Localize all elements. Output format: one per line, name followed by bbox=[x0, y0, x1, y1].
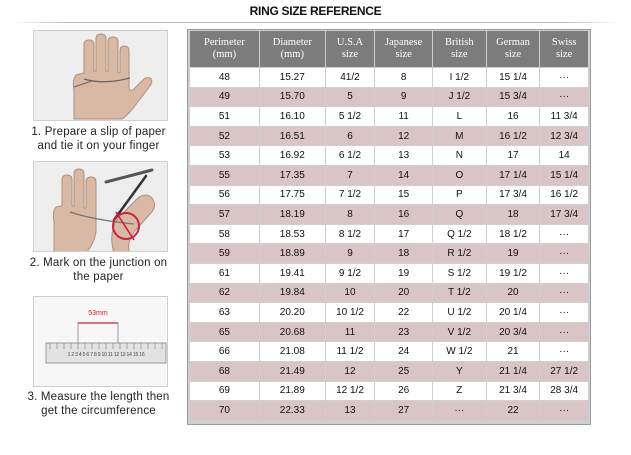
table-body bbox=[190, 68, 588, 421]
table-cell: 26 bbox=[375, 382, 432, 402]
column-header-name: U.S.A bbox=[336, 37, 364, 48]
table-cell: Z bbox=[433, 382, 486, 402]
table-cell: 27 1/2 bbox=[540, 362, 588, 382]
table-cell: 19 1/2 bbox=[487, 264, 540, 284]
table-cell: 20.68 bbox=[260, 323, 325, 343]
table-cell: 16.92 bbox=[260, 146, 325, 166]
column-header-unit: size bbox=[341, 49, 359, 60]
table-row bbox=[190, 382, 588, 402]
table-cell: 27 bbox=[375, 401, 432, 421]
table-cell: 23 bbox=[375, 323, 432, 343]
table-cell: 59 bbox=[190, 244, 259, 264]
table-cell: 21.89 bbox=[260, 382, 325, 402]
table-row bbox=[190, 127, 588, 147]
column-header bbox=[487, 31, 540, 68]
table-cell: 16 bbox=[487, 107, 540, 127]
table-cell: 17 3/4 bbox=[487, 186, 540, 206]
table-cell: 18.89 bbox=[260, 244, 325, 264]
table-row bbox=[190, 68, 588, 88]
table-cell: 18 bbox=[375, 244, 432, 264]
table-cell: 16.10 bbox=[260, 107, 325, 127]
page-title: RING SIZE REFERENCE bbox=[249, 4, 382, 18]
table-cell: P bbox=[433, 186, 486, 206]
table-cell: S 1/2 bbox=[433, 264, 486, 284]
column-header bbox=[326, 31, 375, 68]
step-1-image bbox=[33, 30, 168, 121]
hand-with-paper-icon bbox=[34, 31, 168, 121]
step-2-image bbox=[33, 161, 168, 252]
table-cell: 56 bbox=[190, 186, 259, 206]
table-cell: 68 bbox=[190, 362, 259, 382]
ruler-label: 53mm bbox=[88, 310, 108, 317]
table-cell: L bbox=[433, 107, 486, 127]
table-row bbox=[190, 362, 588, 382]
table-cell: 8 bbox=[375, 68, 432, 88]
table-cell: 18.19 bbox=[260, 205, 325, 225]
table-cell: 17 1/4 bbox=[487, 166, 540, 186]
table-cell: W 1/2 bbox=[433, 342, 486, 362]
table-cell: 11 bbox=[326, 323, 375, 343]
column-header-unit: size bbox=[556, 49, 573, 60]
table-cell: ··· bbox=[540, 68, 588, 88]
table-row bbox=[190, 146, 588, 166]
table-cell: 22 bbox=[375, 303, 432, 323]
column-header-name: Swiss bbox=[551, 37, 577, 48]
table-cell: 65 bbox=[190, 323, 259, 343]
table-cell: 52 bbox=[190, 127, 259, 147]
table-row bbox=[190, 401, 588, 421]
table-row bbox=[190, 323, 588, 343]
table-row bbox=[190, 88, 588, 108]
table-row bbox=[190, 166, 588, 186]
table-cell: ··· bbox=[433, 401, 486, 421]
step-3-image bbox=[33, 296, 168, 387]
table-cell: 21 3/4 bbox=[487, 382, 540, 402]
table-row bbox=[190, 186, 588, 206]
table-cell: 53 bbox=[190, 146, 259, 166]
table-cell: 41/2 bbox=[326, 68, 375, 88]
table-cell: 17 bbox=[375, 225, 432, 245]
table-row bbox=[190, 205, 588, 225]
table-cell: 11 1/2 bbox=[326, 342, 375, 362]
ring-size-table bbox=[189, 31, 589, 421]
table-cell: 21.49 bbox=[260, 362, 325, 382]
table-cell: 8 1/2 bbox=[326, 225, 375, 245]
instructions-panel bbox=[11, 24, 186, 430]
table-cell: 10 bbox=[326, 284, 375, 304]
table-row bbox=[190, 342, 588, 362]
table-cell: Q 1/2 bbox=[433, 225, 486, 245]
table-cell: 12 bbox=[375, 127, 432, 147]
table-cell: 19 bbox=[487, 244, 540, 264]
table-cell: 15.70 bbox=[260, 88, 325, 108]
table-cell: 66 bbox=[190, 342, 259, 362]
column-header-name: Perimeter bbox=[204, 37, 245, 48]
table-cell: 17.35 bbox=[260, 166, 325, 186]
step-2-caption: 2. Mark on the junction on the paper bbox=[29, 257, 168, 283]
table-cell: 14 bbox=[540, 146, 588, 166]
table-cell: T 1/2 bbox=[433, 284, 486, 304]
table-cell: 17 bbox=[487, 146, 540, 166]
table-cell: ··· bbox=[540, 88, 588, 108]
step-3-caption: 3. Measure the length then get the circumference bbox=[27, 391, 170, 417]
table-cell: 19.41 bbox=[260, 264, 325, 284]
table-cell: 5 1/2 bbox=[326, 107, 375, 127]
table-cell: 28 3/4 bbox=[540, 382, 588, 402]
table-cell: 48 bbox=[190, 68, 259, 88]
table-cell: 21 1/4 bbox=[487, 362, 540, 382]
table-cell: ··· bbox=[540, 401, 588, 421]
table-cell: 24 bbox=[375, 342, 432, 362]
column-header-unit: size bbox=[395, 49, 412, 60]
table-cell: 15 3/4 bbox=[487, 88, 540, 108]
table-cell: 14 bbox=[375, 166, 432, 186]
table-cell: 20 bbox=[375, 284, 432, 304]
table-cell: ··· bbox=[540, 225, 588, 245]
table-cell: 49 bbox=[190, 88, 259, 108]
table-cell: 15 1/4 bbox=[487, 68, 540, 88]
table-cell: 6 1/2 bbox=[326, 146, 375, 166]
table-cell: ··· bbox=[540, 323, 588, 343]
column-header-unit: (mm) bbox=[280, 49, 304, 60]
step-1-caption: 1. Prepare a slip of paper and tie it on your finger bbox=[31, 126, 166, 152]
table-cell: Q bbox=[433, 205, 486, 225]
table-cell: N bbox=[433, 146, 486, 166]
table-row bbox=[190, 225, 588, 245]
column-header-name: Japanese bbox=[384, 37, 423, 48]
table-cell: 70 bbox=[190, 401, 259, 421]
table-cell: 11 bbox=[375, 107, 432, 127]
table-row bbox=[190, 284, 588, 304]
title-divider bbox=[10, 22, 621, 23]
table-cell: 25 bbox=[375, 362, 432, 382]
table-cell: I 1/2 bbox=[433, 68, 486, 88]
table-cell: 5 bbox=[326, 88, 375, 108]
table-cell: ··· bbox=[540, 303, 588, 323]
table-cell: 7 1/2 bbox=[326, 186, 375, 206]
table-cell: 9 bbox=[326, 244, 375, 264]
table-cell: 8 bbox=[326, 205, 375, 225]
table-cell: 17.75 bbox=[260, 186, 325, 206]
ring-size-table-frame bbox=[187, 29, 591, 425]
column-header-name: Diameter bbox=[272, 37, 312, 48]
table-cell: 11 3/4 bbox=[540, 107, 588, 127]
table-cell: 55 bbox=[190, 166, 259, 186]
table-header-row bbox=[190, 31, 588, 68]
table-cell: 58 bbox=[190, 225, 259, 245]
table-cell: 6 bbox=[326, 127, 375, 147]
table-cell: ··· bbox=[540, 244, 588, 264]
table-cell: 9 bbox=[375, 88, 432, 108]
table-cell: 69 bbox=[190, 382, 259, 402]
table-cell: 15.27 bbox=[260, 68, 325, 88]
column-header-unit: size bbox=[451, 49, 468, 60]
table-cell: 63 bbox=[190, 303, 259, 323]
table-cell: 22.33 bbox=[260, 401, 325, 421]
table-cell: 16 1/2 bbox=[540, 186, 588, 206]
table-cell: 12 1/2 bbox=[326, 382, 375, 402]
table-cell: 13 bbox=[326, 401, 375, 421]
table-cell: 10 1/2 bbox=[326, 303, 375, 323]
table-cell: 20 3/4 bbox=[487, 323, 540, 343]
table-cell: 12 3/4 bbox=[540, 127, 588, 147]
table-row bbox=[190, 107, 588, 127]
table-cell: 21.08 bbox=[260, 342, 325, 362]
table-row bbox=[190, 244, 588, 264]
table-cell: 19 bbox=[375, 264, 432, 284]
table-cell: 15 bbox=[375, 186, 432, 206]
table-cell: 20 bbox=[487, 284, 540, 304]
table-cell: 12 bbox=[326, 362, 375, 382]
table-cell: 7 bbox=[326, 166, 375, 186]
table-cell: 20.20 bbox=[260, 303, 325, 323]
table-cell: 16 bbox=[375, 205, 432, 225]
column-header bbox=[540, 31, 588, 68]
table-cell: ··· bbox=[540, 284, 588, 304]
table-row bbox=[190, 303, 588, 323]
table-cell: ··· bbox=[540, 264, 588, 284]
ruler-numbers: 1 2 3 4 5 6 7 8 9 10 11 12 13 14 15 16 bbox=[67, 352, 145, 358]
pen-marking-finger-icon bbox=[34, 162, 168, 252]
column-header-unit: (mm) bbox=[212, 49, 237, 60]
table-cell: 18.53 bbox=[260, 225, 325, 245]
table-cell: 18 bbox=[487, 205, 540, 225]
table-cell: 61 bbox=[190, 264, 259, 284]
table-cell: O bbox=[433, 166, 486, 186]
column-header-name: British bbox=[445, 37, 474, 48]
table-cell: 19.84 bbox=[260, 284, 325, 304]
table-cell: 17 3/4 bbox=[540, 205, 588, 225]
table-row bbox=[190, 264, 588, 284]
table-cell: Y bbox=[433, 362, 486, 382]
table-cell: 21 bbox=[487, 342, 540, 362]
table-cell: 22 bbox=[487, 401, 540, 421]
column-header bbox=[190, 31, 259, 68]
table-cell: 13 bbox=[375, 146, 432, 166]
table-cell: 16 1/2 bbox=[487, 127, 540, 147]
table-cell: ··· bbox=[540, 342, 588, 362]
column-header bbox=[260, 31, 325, 68]
table-cell: 16.51 bbox=[260, 127, 325, 147]
table-cell: M bbox=[433, 127, 486, 147]
table-cell: V 1/2 bbox=[433, 323, 486, 343]
table-cell: 62 bbox=[190, 284, 259, 304]
table-cell: 15 1/4 bbox=[540, 166, 588, 186]
column-header bbox=[375, 31, 432, 68]
table-cell: 9 1/2 bbox=[326, 264, 375, 284]
table-cell: R 1/2 bbox=[433, 244, 486, 264]
table-cell: 57 bbox=[190, 205, 259, 225]
table-cell: 20 1/4 bbox=[487, 303, 540, 323]
table-cell: U 1/2 bbox=[433, 303, 486, 323]
table-cell: J 1/2 bbox=[433, 88, 486, 108]
column-header-name: German bbox=[496, 37, 530, 48]
table-cell: 18 1/2 bbox=[487, 225, 540, 245]
table-cell: 51 bbox=[190, 107, 259, 127]
column-header-unit: size bbox=[504, 49, 522, 60]
column-header bbox=[433, 31, 486, 68]
